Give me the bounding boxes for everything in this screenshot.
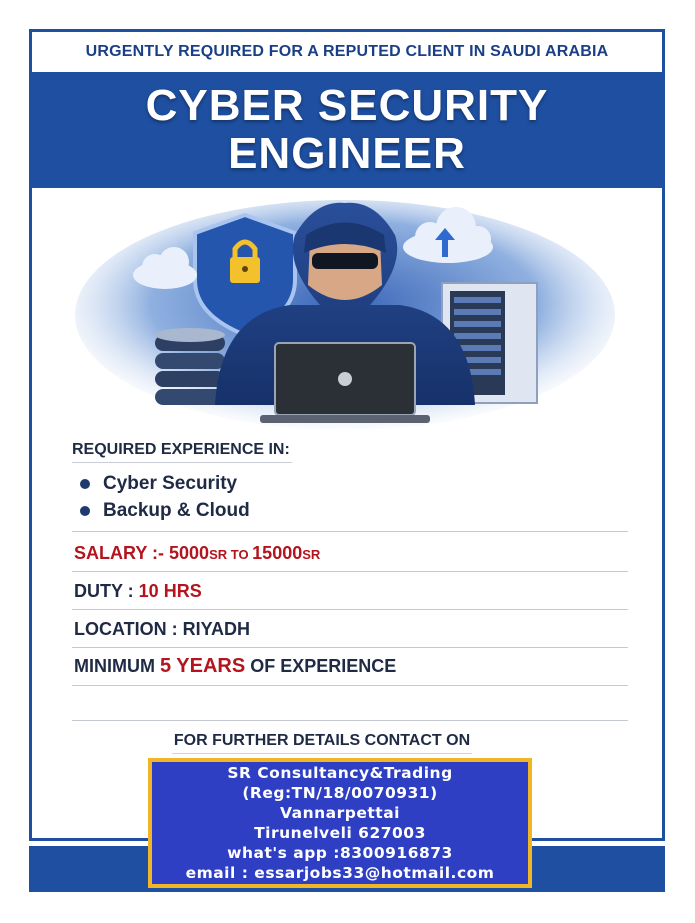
divider — [72, 647, 628, 648]
divider — [72, 571, 628, 572]
divider — [72, 720, 628, 721]
email-address: email : essarjobs33@hotmail.com — [185, 864, 495, 882]
contact-box — [148, 758, 532, 888]
company-name: SR Consultancy&Trading — [227, 764, 453, 782]
whatsapp-number: what's app :8300916873 — [227, 844, 453, 862]
job-title-line2: ENGINEER — [228, 129, 466, 178]
job-title-line1: CYBER SECURITY — [145, 81, 549, 130]
address-line: Vannarpettai — [280, 804, 400, 822]
experience-suffix: OF EXPERIENCE — [245, 656, 397, 676]
salary-unit: SR — [302, 547, 321, 562]
bullet-icon — [80, 506, 90, 516]
list-item — [80, 470, 250, 497]
experience-years: 5 YEARS — [159, 655, 246, 677]
bullet-icon — [80, 479, 90, 489]
divider — [72, 609, 628, 610]
salary-unit: SR TO — [209, 547, 253, 562]
experience-row — [74, 655, 396, 678]
experience-list — [80, 470, 250, 524]
divider — [72, 685, 628, 686]
divider — [72, 531, 628, 532]
registration-number: (Reg:TN/18/0070931) — [242, 784, 438, 802]
top-banner: URGENTLY REQUIRED FOR A REPUTED CLIENT IN SAUDI ARABIA — [85, 43, 609, 60]
list-item-label: Cyber Security — [103, 472, 238, 494]
database-icon — [155, 328, 225, 405]
laptop-icon — [260, 343, 430, 423]
title-band — [29, 72, 665, 188]
salary-max: 15000 — [252, 543, 303, 563]
required-experience-heading: REQUIRED EXPERIENCE IN: — [72, 441, 290, 458]
list-item — [80, 497, 250, 524]
list-item-label: Backup & Cloud — [103, 499, 250, 521]
duty-label: DUTY : — [74, 581, 139, 601]
duty-row — [74, 581, 202, 602]
heading-divider — [72, 462, 292, 463]
salary-row — [74, 543, 320, 564]
location-row: LOCATION : RIYADH — [74, 619, 251, 639]
experience-prefix: MINIMUM — [74, 656, 160, 676]
duty-value: 10 HRS — [138, 581, 202, 601]
contact-heading: FOR FURTHER DETAILS CONTACT ON — [173, 732, 471, 749]
salary-label: SALARY :- — [74, 543, 170, 563]
salary-min: 5000 — [169, 543, 210, 563]
address-city: Tirunelveli 627003 — [254, 824, 426, 842]
contact-divider — [172, 753, 472, 754]
hacker-illustration — [70, 195, 620, 430]
